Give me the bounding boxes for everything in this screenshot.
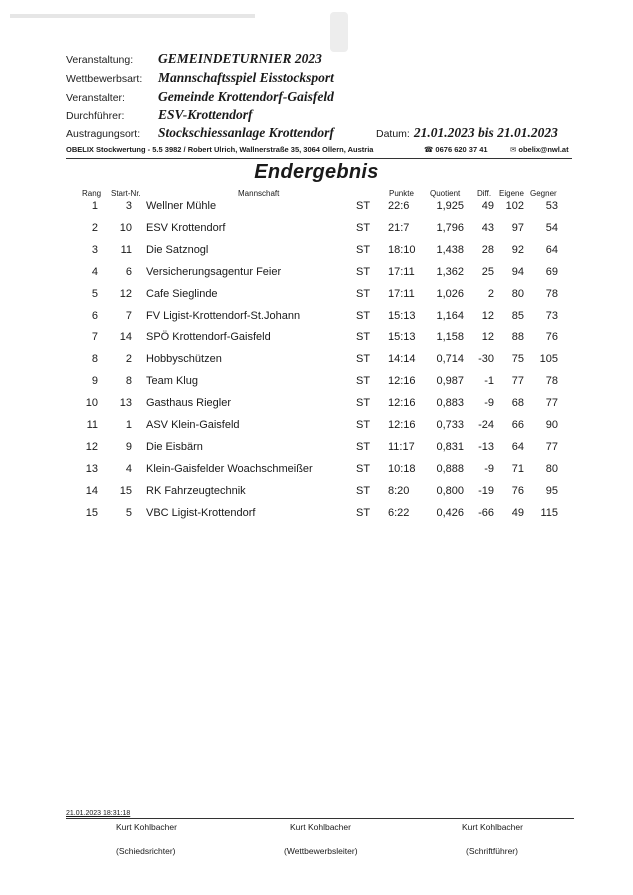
table-row [0, 441, 633, 463]
cell-quotient: 0,800 [436, 484, 464, 497]
cell-rang: 13 [85, 462, 98, 475]
cell-quotient: 0,426 [436, 506, 464, 519]
signature-role: (Schriftführer) [466, 846, 518, 856]
cell-startnr: 3 [125, 200, 132, 212]
cell-st: ST [356, 331, 371, 344]
print-timestamp: 21.01.2023 18:31:18 [66, 810, 131, 817]
cell-st: ST [356, 440, 371, 453]
table-row [0, 485, 633, 507]
table-row [0, 222, 633, 244]
cell-rang: 10 [85, 397, 98, 410]
cell-rang: 12 [85, 440, 98, 453]
cell-quotient: 0,733 [436, 419, 464, 431]
field-value: Mannschaftsspiel Eisstocksport [158, 70, 334, 85]
cell-startnr: 4 [125, 462, 132, 475]
cell-mannschaft: Hobbyschützen [146, 353, 222, 366]
cell-eigene: 94 [511, 265, 524, 278]
cell-mannschaft: Die Eisbärn [146, 440, 203, 453]
cell-mannschaft: RK Fahrzeugtechnik [146, 484, 246, 497]
cell-st: ST [356, 353, 371, 366]
cell-mannschaft: SPÖ Krottendorf-Gaisfeld [146, 331, 271, 344]
cell-punkte: 22:6 [388, 200, 410, 212]
cell-gegner: 115 [540, 506, 558, 519]
table-row [0, 310, 633, 332]
cell-eigene: 88 [511, 331, 524, 344]
cell-quotient: 1,026 [436, 287, 464, 300]
cell-punkte: 12:16 [388, 419, 416, 431]
cell-punkte: 17:11 [388, 287, 415, 300]
field-label: Veranstaltung: [66, 54, 134, 66]
cell-quotient: 1,925 [436, 200, 464, 212]
cell-quotient: 1,362 [436, 265, 464, 278]
cell-eigene: 68 [511, 397, 524, 410]
cell-punkte: 18:10 [388, 243, 416, 256]
table-row [0, 463, 633, 485]
cell-st: ST [356, 462, 371, 475]
col-header-gegner: Gegner [530, 189, 557, 198]
cell-eigene: 85 [511, 309, 524, 322]
cell-eigene: 76 [511, 484, 524, 497]
cell-st: ST [356, 309, 371, 322]
cell-gegner: 77 [545, 440, 558, 453]
col-header-diff: Diff. [477, 189, 492, 198]
cell-eigene: 66 [511, 419, 524, 431]
field-value: GEMEINDETURNIER 2023 [158, 51, 322, 66]
cell-gegner: 78 [545, 375, 558, 388]
cell-quotient: 0,831 [436, 440, 464, 453]
cell-mannschaft: Cafe Sieglinde [146, 287, 218, 300]
cell-rang: 2 [91, 221, 98, 234]
cell-diff: -30 [478, 353, 494, 366]
cell-st: ST [356, 419, 371, 431]
col-header-eigene: Eigene [499, 189, 524, 198]
cell-startnr: 7 [125, 309, 132, 322]
cell-quotient: 0,714 [436, 353, 464, 366]
cell-punkte: 15:13 [388, 309, 416, 322]
contact-email: ✉ obelix@nwl.at [510, 145, 569, 154]
cell-diff: -24 [478, 419, 494, 431]
signature-name: Kurt Kohlbacher [462, 822, 523, 832]
table-row [0, 288, 633, 310]
cell-mannschaft: VBC Ligist-Krottendorf [146, 506, 256, 519]
cell-st: ST [356, 375, 371, 388]
datum-value: 21.01.2023 bis 21.01.2023 [413, 125, 558, 140]
cell-startnr: 15 [119, 484, 132, 497]
signature-role: (Wettbewerbsleiter) [284, 846, 358, 856]
field-label: Wettbewerbsart: [66, 73, 143, 85]
field-label: Austragungsort: [66, 128, 141, 140]
cell-gegner: 76 [545, 331, 558, 344]
cell-diff: 12 [481, 309, 494, 322]
col-header-mannschaft: Mannschaft [238, 189, 280, 198]
col-header-rang: Rang [82, 189, 102, 198]
cell-diff: -66 [478, 506, 494, 519]
cell-startnr: 9 [125, 440, 132, 453]
scan-artifact [10, 14, 255, 18]
table-row [0, 331, 633, 353]
header-field-wettbewerbsart [66, 70, 334, 88]
cell-punkte: 11:17 [388, 440, 415, 453]
signature-name: Kurt Kohlbacher [290, 822, 351, 832]
cell-diff: 25 [481, 265, 494, 278]
cell-quotient: 0,883 [436, 397, 464, 410]
signature-name: Kurt Kohlbacher [116, 822, 177, 832]
header-field-durchfuehrer [66, 107, 253, 125]
cell-mannschaft: FV Ligist-Krottendorf-St.Johann [146, 309, 301, 322]
cell-eigene: 75 [511, 353, 524, 366]
header-field-austragungsort [66, 125, 334, 143]
cell-st: ST [356, 506, 371, 519]
col-header-startnr: Start-Nr. [111, 189, 141, 198]
table-row [0, 507, 633, 529]
cell-mannschaft: Wellner Mühle [146, 200, 217, 212]
col-header-punkte: Punkte [389, 189, 414, 198]
field-value: ESV-Krottendorf [158, 107, 253, 122]
cell-gegner: 77 [545, 397, 558, 410]
cell-st: ST [356, 397, 371, 410]
cell-mannschaft: ASV Klein-Gaisfeld [146, 419, 240, 431]
header-field-datum [376, 125, 558, 141]
cell-rang: 4 [91, 265, 98, 278]
cell-mannschaft: Gasthaus Riegler [146, 397, 231, 410]
cell-punkte: 12:16 [388, 375, 416, 388]
cell-rang: 3 [91, 243, 98, 256]
signature-role: (Schiedsrichter) [116, 846, 176, 856]
cell-gegner: 78 [545, 287, 558, 300]
table-row [0, 419, 633, 441]
footer-divider [66, 818, 574, 819]
cell-rang: 6 [91, 309, 98, 322]
cell-diff: -19 [478, 484, 494, 497]
cell-gegner: 95 [545, 484, 558, 497]
cell-rang: 11 [86, 419, 98, 431]
cell-eigene: 77 [511, 375, 524, 388]
table-row [0, 353, 633, 375]
datum-label: Datum: [376, 128, 410, 140]
cell-quotient: 1,438 [436, 243, 464, 256]
field-label: Durchführer: [66, 110, 125, 122]
cell-punkte: 6:22 [388, 506, 410, 519]
cell-eigene: 71 [511, 462, 524, 475]
cell-startnr: 2 [125, 353, 132, 366]
cell-startnr: 10 [119, 221, 132, 234]
table-row [0, 200, 633, 222]
field-value: Gemeinde Krottendorf-Gaisfeld [158, 89, 334, 104]
cell-gegner: 80 [545, 462, 558, 475]
cell-diff: -9 [484, 462, 494, 475]
cell-punkte: 12:16 [388, 397, 416, 410]
cell-eigene: 49 [511, 506, 524, 519]
cell-punkte: 14:14 [388, 353, 416, 366]
contact-address: OBELIX Stockwertung - 5.5 3982 / Robert Ulrich, Wallnerstraße 35, 3064 Ollern, Austria [66, 145, 374, 154]
cell-eigene: 80 [511, 287, 524, 300]
cell-gegner: 53 [545, 200, 558, 212]
cell-punkte: 8:20 [388, 484, 410, 497]
cell-st: ST [356, 484, 371, 497]
cell-st: ST [356, 243, 371, 256]
cell-startnr: 12 [119, 287, 132, 300]
cell-eigene: 64 [511, 440, 524, 453]
cell-gegner: 64 [545, 243, 558, 256]
cell-punkte: 15:13 [388, 331, 416, 344]
cell-startnr: 8 [125, 375, 132, 388]
col-header-quotient: Quotient [430, 189, 461, 198]
cell-st: ST [356, 221, 371, 234]
cell-mannschaft: Die Satznogl [146, 243, 209, 256]
cell-diff: 43 [481, 221, 494, 234]
table-row [0, 244, 633, 266]
cell-diff: 12 [481, 331, 494, 344]
cell-mannschaft: Klein-Gaisfelder Woachschmeißer [146, 462, 313, 475]
cell-punkte: 17:11 [388, 265, 415, 278]
cell-startnr: 11 [120, 243, 132, 256]
contact-phone: ☎ 0676 620 37 41 [424, 145, 488, 154]
header-field-veranstaltung [66, 51, 322, 69]
cell-diff: -13 [478, 440, 494, 453]
cell-rang: 15 [85, 506, 98, 519]
table-row [0, 397, 633, 419]
cell-rang: 5 [91, 287, 98, 300]
field-value: Stockschiessanlage Krottendorf [158, 125, 334, 140]
scan-artifact [330, 12, 348, 52]
cell-quotient: 0,888 [436, 462, 464, 475]
page-title: Endergebnis [254, 161, 379, 183]
cell-diff: 2 [487, 287, 494, 300]
cell-gegner: 73 [545, 309, 558, 322]
cell-diff: 28 [481, 243, 494, 256]
cell-rang: 14 [85, 484, 98, 497]
cell-diff: 49 [481, 200, 494, 212]
cell-startnr: 1 [125, 419, 132, 431]
cell-rang: 9 [91, 375, 98, 388]
cell-punkte: 10:18 [388, 462, 416, 475]
cell-rang: 1 [91, 200, 98, 212]
cell-eigene: 102 [505, 200, 524, 212]
cell-startnr: 13 [119, 397, 132, 410]
cell-quotient: 0,987 [436, 375, 464, 388]
cell-st: ST [356, 287, 371, 300]
cell-eigene: 92 [511, 243, 524, 256]
cell-quotient: 1,796 [436, 221, 464, 234]
cell-gegner: 105 [539, 353, 558, 366]
cell-gegner: 69 [545, 265, 558, 278]
cell-rang: 7 [91, 331, 98, 344]
cell-quotient: 1,158 [436, 331, 464, 344]
cell-quotient: 1,164 [436, 309, 464, 322]
cell-rang: 8 [91, 353, 98, 366]
header-divider [66, 158, 572, 159]
cell-gegner: 90 [545, 419, 558, 431]
cell-diff: -9 [484, 397, 494, 410]
cell-mannschaft: ESV Krottendorf [146, 221, 226, 234]
cell-st: ST [356, 265, 371, 278]
header-field-veranstalter [66, 89, 334, 107]
cell-mannschaft: Versicherungsagentur Feier [146, 265, 282, 278]
table-row [0, 266, 633, 288]
cell-startnr: 14 [119, 331, 132, 344]
cell-diff: -1 [484, 375, 494, 388]
cell-st: ST [356, 200, 371, 212]
cell-eigene: 97 [511, 221, 524, 234]
cell-mannschaft: Team Klug [146, 375, 198, 388]
cell-gegner: 54 [545, 221, 558, 234]
cell-startnr: 6 [125, 265, 132, 278]
field-label: Veranstalter: [66, 92, 125, 104]
cell-punkte: 21:7 [388, 221, 410, 234]
cell-startnr: 5 [125, 506, 132, 519]
table-row [0, 375, 633, 397]
